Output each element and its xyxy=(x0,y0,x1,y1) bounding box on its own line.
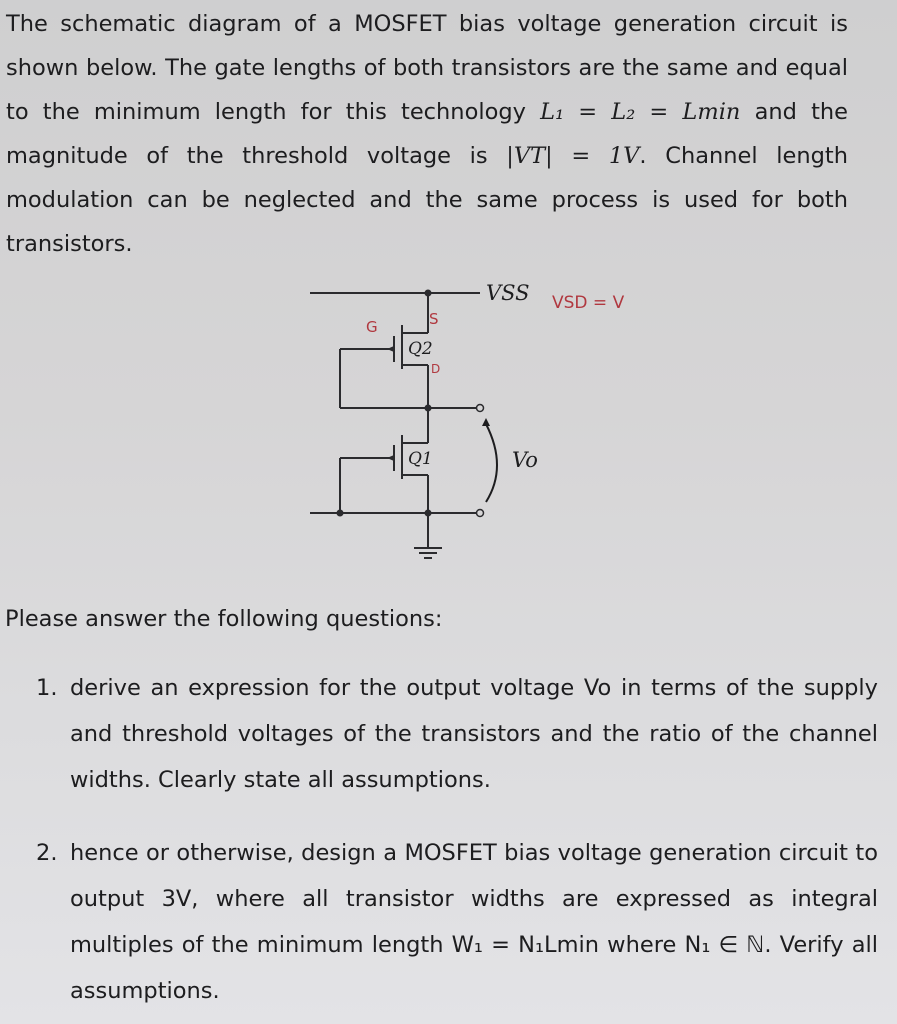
handwritten-vsd-note: VSD = V xyxy=(552,293,625,313)
question-number: 2. xyxy=(36,840,58,866)
output-terminal-top xyxy=(477,405,484,412)
junction-dot xyxy=(425,290,432,297)
supply-label: VSS xyxy=(486,281,530,305)
questions-prompt: Please answer the following questions: xyxy=(5,606,443,632)
handwritten-gate-label: G xyxy=(366,318,378,336)
question-number: 1. xyxy=(36,675,58,701)
question-text: hence or otherwise, design a MOSFET bias voltage generation circuit to output 3V, where all transistor widths are expressed as integral multiples of the minimum length W₁ = N₁Lmin where N₁ ∈ ℕ. Verify all assumptions. xyxy=(70,840,878,1004)
intro-text-2: and the magnitude of the threshold voltage is xyxy=(6,99,848,169)
question-item xyxy=(36,665,878,803)
threshold-equation: |VT| = 1V xyxy=(506,143,640,169)
problem-statement xyxy=(6,2,848,266)
output-voltage-arrow xyxy=(486,424,497,502)
intro-text-1: The schematic diagram of a MOSFET bias voltage generation circuit is shown below. The gate lengths of both transistors are the same and equal to the minimum length for this technology xyxy=(6,11,848,125)
handwritten-source-label: S xyxy=(429,310,439,328)
output-terminal-bottom xyxy=(477,510,484,517)
circuit-schematic xyxy=(290,262,690,572)
junction-dot xyxy=(337,510,344,517)
intro-text-3: . Channel length modulation can be neglected and the same process is used for both transistors. xyxy=(6,143,848,257)
question-item xyxy=(36,830,878,1014)
length-equation: L₁ = L₂ = Lmin xyxy=(540,99,741,125)
junction-dot xyxy=(425,405,432,412)
handwritten-drain-label: D xyxy=(431,362,441,376)
q1-label: Q1 xyxy=(408,449,433,469)
output-voltage-label: Vo xyxy=(512,448,538,472)
junction-dot xyxy=(425,510,432,517)
q2-label: Q2 xyxy=(408,339,433,359)
question-text: derive an expression for the output voltage Vo in terms of the supply and threshold voltages of the transistors and the ratio of the channel widths. Clearly state all assumptions. xyxy=(70,675,878,793)
